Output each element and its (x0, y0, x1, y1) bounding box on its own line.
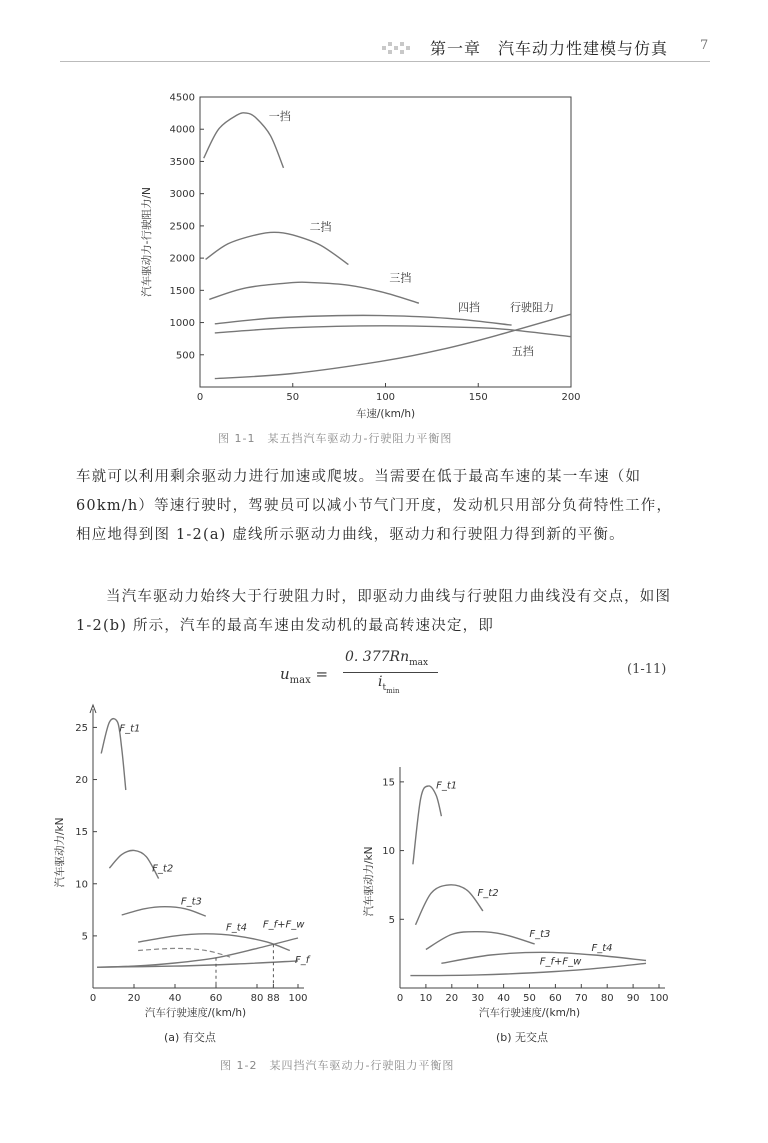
fig2a-series-label: F_t2 (152, 863, 174, 875)
fig1-x-tick-label: 100 (375, 392, 396, 403)
fig2b-x-tick-label: 20 (445, 993, 459, 1004)
fig2a-y-tick-label: 25 (75, 722, 88, 734)
fig2b-y-axis-label: 汽车驱动力/kN (363, 846, 375, 917)
fig2b-x-tick-label: 70 (574, 993, 588, 1004)
fig2b-series-line (416, 885, 483, 925)
fig2a-x-tick-label: 20 (127, 993, 141, 1004)
fig1-y-tick-label: 3500 (169, 156, 195, 168)
equation-equals: = (315, 665, 329, 683)
fig2b-series-line (426, 932, 535, 950)
fig2a-x-tick-label: 80 (250, 993, 264, 1004)
fig2b-y-tick-label: 5 (388, 914, 395, 926)
fig1-x-tick-label: 200 (561, 392, 581, 403)
fig2b-x-tick-label: 50 (523, 993, 536, 1004)
figure-1-2-caption: 图 1-2 某四挡汽车驱动力-行驶阻力平衡图 (220, 1059, 455, 1072)
fig2a-series-label: F_t3 (180, 896, 202, 908)
fig1-y-tick-label: 4000 (169, 124, 195, 136)
fig2b-series-line (413, 786, 442, 864)
fig2a-x-tick-label: 40 (168, 993, 182, 1004)
fig1-series-label: 五挡 (511, 344, 534, 358)
fig2a-series-label: F_t1 (119, 723, 141, 735)
fig1-y-tick-label: 4500 (169, 92, 195, 104)
fig1-series-label: 行驶阻力 (510, 300, 555, 314)
fig2b-group (362, 767, 669, 1019)
page-number: 7 (700, 38, 709, 53)
fig2a-y-tick-label: 5 (81, 931, 88, 943)
fig2b-series-label: F_t4 (591, 942, 613, 954)
fig1-series-label: 一挡 (268, 110, 291, 124)
fig1-y-axis-label: 汽车驱动力-行驶阻力/N (141, 187, 153, 297)
fig1-series-label: 二挡 (309, 220, 332, 234)
equation-numerator-text: 0. 377Rn (345, 649, 410, 665)
fig2b-x-tick-label: 60 (549, 993, 562, 1004)
fig2b-x-tick-label: 90 (626, 993, 640, 1004)
equation-lhs-symbol: u (280, 665, 290, 683)
fig2a-x-tick-label: 88 (267, 993, 280, 1004)
figure-1-1-caption: 图 1-1 某五挡汽车驱动力-行驶阻力平衡图 (218, 432, 453, 445)
fig2b-series-label: F_t1 (436, 780, 458, 792)
equation-number: (1-11) (627, 662, 667, 677)
fig1-y-tick-label: 500 (175, 350, 195, 362)
equation-denominator-subsubscript: min (386, 686, 400, 695)
fig1-y-tick-label: 2500 (169, 221, 195, 233)
figure-1-2b-subcaption: (b) 无交点 (496, 1031, 549, 1044)
fig2b-x-tick-label: 100 (649, 993, 669, 1004)
fig2a-y-tick-label: 10 (75, 879, 88, 891)
fig2b-y-tick-label: 10 (382, 846, 395, 858)
equation-denominator-subscript: t (382, 682, 387, 693)
fig1-y-tick-label: 1500 (169, 285, 195, 297)
fig2a-y-tick-label: 20 (75, 775, 88, 787)
fig2a-x-tick-label: 0 (89, 993, 97, 1004)
figure-1-2a-subcaption: (a) 有交点 (164, 1031, 216, 1044)
equation-denominator-text: i (378, 674, 383, 690)
fig2b-x-tick-label: 0 (396, 993, 404, 1004)
chapter-title: 第一章 汽车动力性建模与仿真 (430, 39, 669, 58)
fig1-x-axis-label: 车速/(km/h) (355, 408, 416, 420)
fig1-y-tick-label: 3000 (169, 189, 195, 201)
fig1-y-tick-label: 2000 (169, 253, 195, 265)
fig2b-y-tick-label: 15 (382, 777, 395, 789)
fig2b-x-tick-label: 40 (497, 993, 510, 1004)
paragraph-1: 车就可以利用剩余驱动力进行加速或爬坡。当需要在低于最高车速的某一车速（如 60km/h）等速行驶时，驾驶员可以减小节气门开度，发动机只用部分负荷特性工作，相应地得到图 1-2(a) 虚线所示驱动力曲线，驱动力和行驶阻力得到新的平衡。 (76, 469, 673, 543)
fig2a-series-label: F_f (294, 954, 310, 966)
fig2b-x-tick-label: 10 (419, 993, 433, 1004)
fig2a-x-tick-label: 100 (288, 993, 308, 1004)
fig2a-y-tick-label: 15 (75, 827, 88, 839)
fig2a-x-axis-label: 汽车行驶速度/(km/h) (144, 1007, 247, 1019)
fig2b-x-axis-label: 汽车行驶速度/(km/h) (478, 1007, 581, 1019)
fig2b-x-tick-label: 30 (471, 993, 485, 1004)
fig1-x-tick-label: 50 (286, 392, 300, 403)
fig2a-y-axis-label: 汽车驱动力/kN (54, 817, 66, 888)
equation-numerator-subscript: max (409, 657, 429, 668)
fig2b-series-label: F_t3 (529, 929, 551, 941)
fig2a-series-label: F_t4 (225, 922, 248, 934)
fig1-y-tick-label: 1000 (169, 318, 195, 330)
fig2a-series-label: F_f+F_w (262, 919, 305, 931)
fig1-x-tick-label: 150 (468, 392, 488, 403)
fig2b-series-label: F_t2 (477, 887, 499, 899)
fig2b-x-tick-label: 80 (600, 993, 614, 1004)
equation-lhs-subscript: max (289, 675, 311, 686)
fig1-series-label: 四挡 (457, 300, 480, 314)
fig2a-x-tick-label: 60 (209, 993, 223, 1004)
fig1-series-label: 三挡 (389, 271, 412, 285)
fig2b-series-label: F_f+F_w (539, 956, 582, 968)
fig2b-series-line (410, 963, 646, 975)
paragraph-2: 当汽车驱动力始终大于行驶阻力时，即驱动力曲线与行驶阻力曲线没有交点，如图 1-2(b) 所示，汽车的最高车速由发动机的最高转速决定，即 (76, 589, 672, 634)
fig1-x-tick-label: 0 (196, 392, 204, 403)
